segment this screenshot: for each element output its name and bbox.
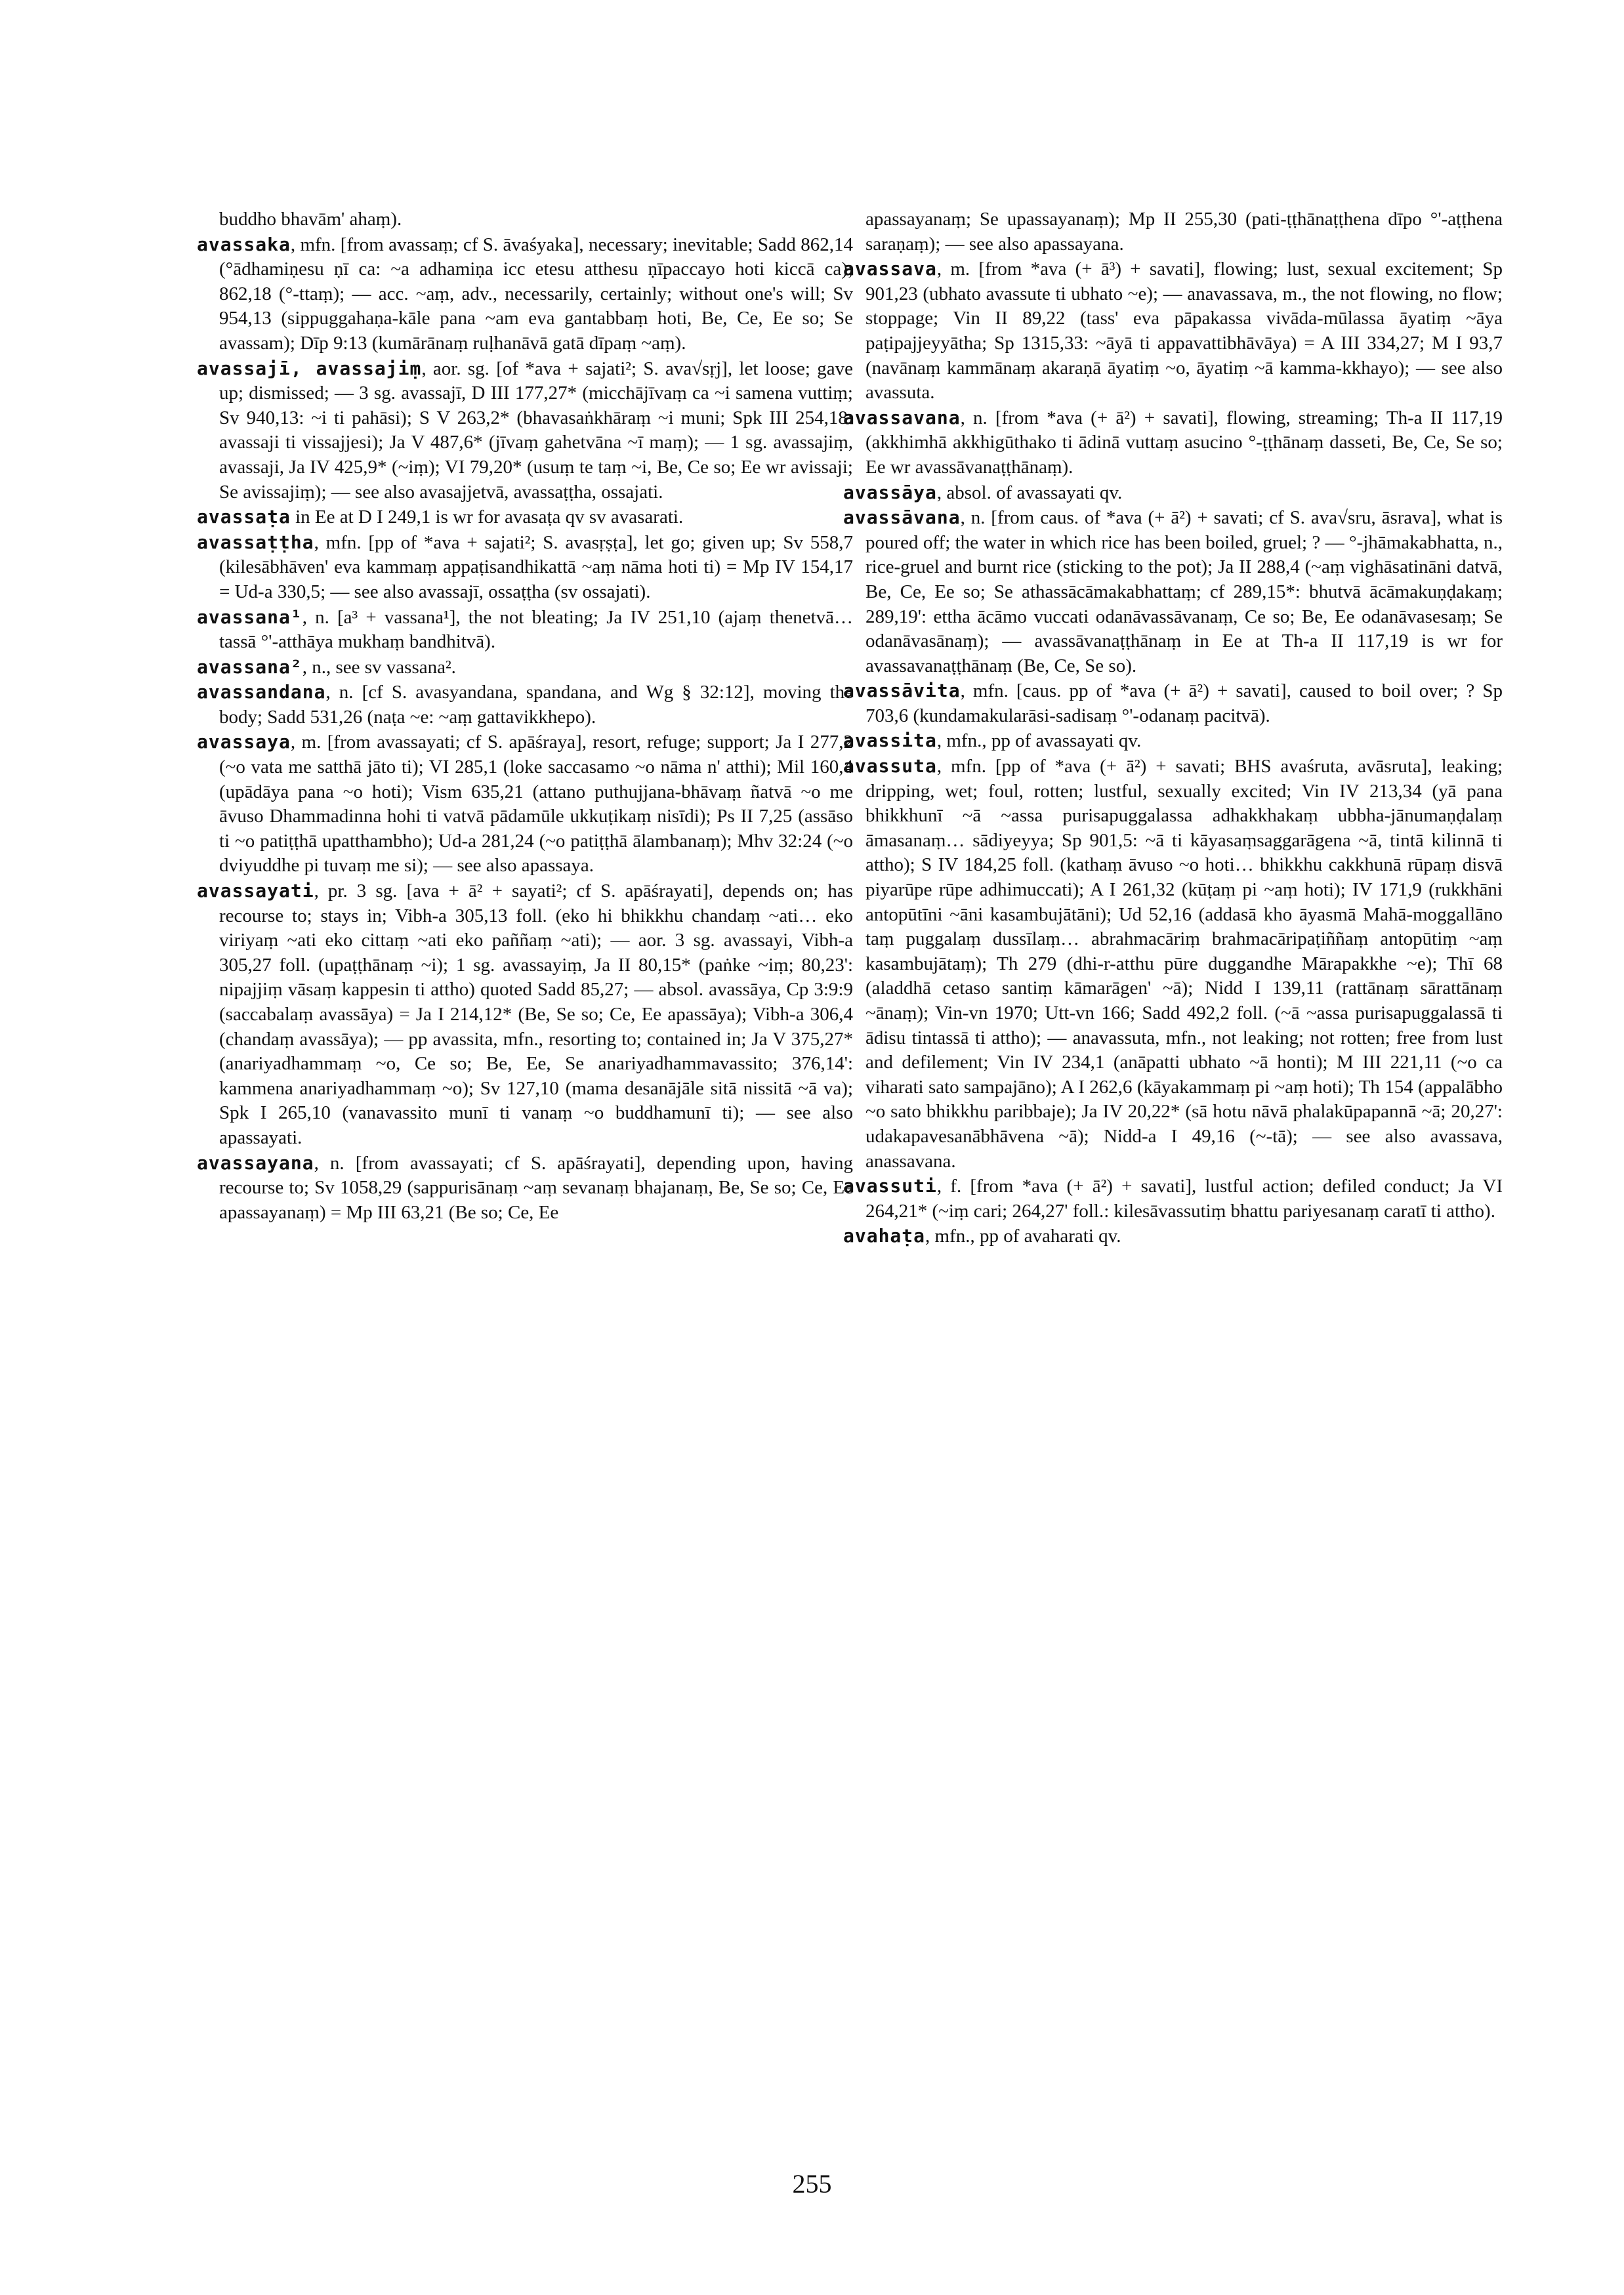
dictionary-entry: [843, 728, 1503, 754]
entry-body: in Ee at D I 249,1 is wr for avasaṭa qv sv avasarati.: [290, 507, 684, 528]
dictionary-entry: [197, 530, 853, 605]
dictionary-entry: [197, 879, 853, 1151]
dictionary-entry: [843, 207, 1503, 257]
entry-headword: avassaṭṭha: [197, 531, 314, 553]
dictionary-entry: [843, 405, 1503, 480]
entry-headword: avassana¹: [197, 606, 302, 628]
entry-body: buddho bhavām' ahaṃ).: [219, 209, 402, 230]
dictionary-entry: [197, 730, 853, 879]
entry-headword: avassaṭa: [197, 506, 291, 528]
dictionary-entry: [197, 655, 853, 680]
entry-body: , n. [a³ + vassana¹], the not bleating; Ja IV 251,10 (ajaṃ thenetvā… tassā °'-atthāya mukhaṃ bandhitvā).: [219, 606, 853, 653]
entry-headword: avassaya: [197, 731, 291, 753]
dictionary-entry: [843, 678, 1503, 728]
entry-headword: avassāvita: [843, 680, 961, 702]
entry-body: , m. [from avassayati; cf S. apāśraya], resort, refuge; support; Ja I 277,2 (~o vata me satthā jāto ti); VI 285,1 (loke saccasamo ~o nāma n' atthi); Mil 160,4 (upādāya pana ~o hoti); Vism 635,21 (attano puthujjana-bhāvaṃ ñatvā ~o me āvuso Dhammadinna hohi ti vatvā pādamūle ukkuṭikaṃ nisīdi); Ps II 7,25 (assāso ti ~o patiṭṭhā upatthambho); Ud-a 281,24 (~o patiṭṭhā ālambanaṃ); Mhv 32:24 (~o dviyuddhe pi tuvaṃ me si); — see also apassaya.: [219, 732, 853, 877]
dictionary-entry: [197, 356, 853, 505]
entry-body: , n. [from caus. of *ava (+ ā²) + savati; cf S. ava√sru, āsrava], what is poured off; the water in which rice has been boiled, gruel; ? — °-jhāmakabhatta, n., rice-gruel and burnt rice (sticking to the pot); Ja II 288,4 (~aṃ vighāsatināni datvā, Be, Ce, Ee so; Se athassācāmakabhattaṃ; cf 289,15*: bhutvā ācāmakuṇḍakaṃ; 289,19': ettha ācāmo vuccati odanāvassāvanaṃ, Ce so; Be, Ee odanāvasesaṃ; Se odanāvasānaṃ); — avassāvanaṭṭhānaṃ in Ee at Th-a II 117,19 is wr for avassavanaṭṭhānaṃ (Be, Ce, Se so).: [865, 507, 1503, 676]
entry-headword: avassita: [843, 730, 937, 752]
dictionary-entry: [843, 257, 1503, 405]
entry-body: , f. [from *ava (+ ā²) + savati], lustful action; defiled conduct; Ja VI 264,21* (~iṃ cari; 264,27' foll.: kilesāvassutiṃ bhattu pariyesanaṃ caratī ti attho).: [865, 1176, 1503, 1222]
entry-headword: avassāvana: [843, 507, 961, 529]
entry-body: , n., see sv vassana².: [302, 656, 456, 678]
entry-body: , mfn. [from avassaṃ; cf S. āvaśyaka], necessary; inevitable; Sadd 862,14 (°ādhamiṇesu ṇī ca: ~a adhamiṇa icc etesu atthesu ṇīpaccayo hoti kiccā ca); 862,18 (°-ttaṃ); — acc. ~aṃ, adv., necessarily, certainly; without one's will; Sv 954,13 (sippuggahaṇa-kāle pana ~am eva gantabbaṃ hoti, Be, Ce, Ee so; Se avassam); Dīp 9:13 (kumārānaṃ ruḷhanāvā gatā dīpaṃ ~aṃ).: [219, 234, 853, 354]
entry-body: apassayanaṃ; Se upassayanaṃ); Mp II 255,30 (pati-ṭṭhānaṭṭhena dīpo °'-aṭṭhena saraṇaṃ); — see also apassayana.: [865, 209, 1503, 255]
entry-body: , n. [from avassayati; cf S. apāśrayati], depending upon, having recourse to; Sv 1058,29 (sappurisānaṃ ~aṃ sevanaṃ bhajanaṃ, Be, Se so; Ce, Ee apassayanaṃ) = Mp III 63,21 (Be so; Ce, Ee: [219, 1152, 853, 1223]
dictionary-entry: [197, 680, 853, 730]
dictionary-entry: [197, 207, 853, 232]
dictionary-entry: [197, 605, 853, 655]
entry-headword: avassandana: [197, 681, 326, 703]
entry-body: , mfn. [caus. pp of *ava (+ ā²) + savati], caused to boil over; ? Sp 703,6 (kundamakularāsi-sadisaṃ °'-odanaṃ pacitvā).: [865, 680, 1503, 726]
dictionary-entry: [843, 505, 1503, 678]
page-number: [0, 2168, 1624, 2199]
dictionary-entry: [843, 480, 1503, 506]
entry-headword: avassayana: [197, 1151, 314, 1174]
entry-body: , aor. sg. [of *ava + sajati²; S. ava√sṛj], let loose; gave up; dismissed; — 3 sg. avassajī, D III 177,27* (micchājīvaṃ ca ~i samena vuttiṃ; Sv 940,13: ~i ti pahāsi); S V 263,2* (bhavasaṅkhāraṃ ~i muni; Spk III 254,18: avassaji ti vissajjesi); Ja V 487,6* (jīvaṃ gahetvāna ~ī maṃ); — 1 sg. avassajiṃ, avassaji, Ja IV 425,9* (~iṃ); VI 79,20* (usuṃ te taṃ ~i, Be, Ce so; Ee wr avissaji; Se avissajiṃ); — see also avasajjetvā, avassaṭṭha, ossajati.: [219, 358, 853, 503]
dictionary-entry: [197, 232, 853, 356]
right-column: [843, 207, 1503, 1249]
entry-body: , n. [from *ava (+ ā²) + savati], flowing, streaming; Th-a II 117,19 (akkhimhā akkhigūthako ti ādinā vuttaṃ asucino °-ṭṭhānaṃ dasseti, Be, Ce, Se so; Ee wr avassāvanaṭṭhānaṃ).: [865, 407, 1503, 478]
dictionary-entry: [843, 754, 1503, 1174]
entry-headword: avassana²: [197, 655, 302, 678]
entry-body: , pr. 3 sg. [ava + ā² + sayati²; cf S. apāśrayati], depends on; has recourse to; stays in; Vibh-a 305,13 foll. (eko hi bhikkhu chandaṃ ~ati… eko viriyaṃ ~ati eko cittaṃ ~ati eko paññaṃ ~ati); — aor. 3 sg. avassayi, Vibh-a 305,27 foll. (upaṭṭhānaṃ ~i); 1 sg. avassayiṃ, Ja II 80,15* (paṅke ~iṃ; 80,23': nipajjiṃ vāsaṃ kappesin ti attho) quoted Sadd 85,27; — absol. avassāya, Cp 3:9:9 (saccabalaṃ avassāya) = Ja I 214,12* (Be, Se so; Ce, Ee apassāya); Vibh-a 306,4 (chandaṃ avassāya); — pp avassita, mfn., resorting to; contained in; Ja V 375,27* (anariyadhammaṃ ~o, Ce so; Be, Ee, Se anariyadhammavassito; 376,14': kammena anariyadhammaṃ ~o); Sv 127,10 (mama desanājāle sitā nissitā ~ā va); Spk I 265,10 (vanavassito munī ti vanaṃ ~o buddhamunī ti); — see also apassayati.: [219, 880, 853, 1148]
entry-headword: avassayati: [197, 880, 314, 902]
entry-body: , m. [from *ava (+ ā³) + savati], flowing; lust, sexual excitement; Sp 901,23 (ubhato avassute ti ubhato ~e); — anavassava, m., the not flowing, no flow; stoppage; Vin II 89,22 (tass' eva pāpakassa vivāda-mūlassa āyatiṃ ~āya paṭipajjeyyātha; Sp 1315,33: ~āyā ti appavattibhāvāya) = A III 334,27; M I 93,7 (navānaṃ kammānaṃ akaraṇā āyatiṃ ~o, āyatiṃ ~ā kamma-kkhayo); — see also avassuta.: [865, 258, 1503, 403]
dictionary-entry: [197, 1151, 853, 1226]
entry-body: , mfn. [pp of *ava (+ ā²) + savati; BHS avaśruta, avāsruta], leaking; dripping, wet; foul, rotten; lustful, sexually excited; Vin IV 213,34 (yā pana bhikkhunī ~ā ~assa purisapuggalassa adhakkhakaṃ ubbha-jānumaṇḍalaṃ āmasanaṃ… sādiyeyya; Sp 901,5: ~ā ti kāyasaṃsaggarāgena ~ā, tintā kilinnā ti attho); S IV 184,25 foll. (kathaṃ āvuso ~o hoti… bhikkhu cakkhunā rūpaṃ disvā piyarūpe rūpe adhimuccati); A I 261,32 (kūṭaṃ pi ~aṃ hoti); IV 171,9 (rukkhāni antopūtīni ~āni kasambujātāni); Ud 52,16 (addasā kho āyasmā Mahā-moggallāno taṃ puggalaṃ dussīlaṃ… abrahmacāriṃ brahmacāripaṭiññaṃ antopūtiṃ ~aṃ kasambujātaṃ); Th 279 (dhi-r-atthu pūre duggandhe Mārapakkhe ~e); Thī 68 (aladdhā cetaso santiṃ kāmarāgen' ~ā); Nidd I 139,11 (rattānaṃ sārattānaṃ ~ānaṃ); Vin-vn 1970; Utt-vn 166; Sadd 492,2 foll. (~ā ~assa purisapuggalassā ti ādisu tintassā ti attho); — anavassuta, mfn., not leaking; not rotten; free from lust and defilement; Vin IV 234,1 (anāpatti ubhato ~ā honti); M III 221,11 (~o ca viharati sato sampajāno); A I 262,6 (kāyakammaṃ pi ~aṃ hoti); Th 154 (appalābho ~o sato bhikkhu paribbaje); Ja IV 20,22* (sā hotu nāvā phalakūpapannā ~ā; 20,27': udakapavesanābhāvena ~ā); Nidd-a I 49,16 (~-tā); — see also avassava, anassavana.: [865, 756, 1503, 1172]
dictionary-entry: [843, 1174, 1503, 1224]
entry-body: , mfn., pp of avassayati qv.: [936, 730, 1142, 752]
entry-headword: avassaka: [197, 233, 291, 255]
entry-body: , absol. of avassayati qv.: [936, 482, 1123, 503]
page-number-text: 255: [792, 2169, 832, 2199]
entry-body: , mfn., pp of avaharati qv.: [925, 1226, 1121, 1247]
dictionary-entry: [843, 1224, 1503, 1249]
entry-body: , n. [cf S. avasyandana, spandana, and Wg § 32:12], moving the body; Sadd 531,26 (naṭa ~e: ~aṃ gattavikkhepo).: [219, 682, 853, 728]
entry-headword: avahaṭa: [843, 1225, 926, 1247]
entry-headword: avassajī, avassajiṃ: [197, 357, 422, 379]
entry-headword: avassuta: [843, 755, 937, 777]
entry-headword: avassavana: [843, 406, 961, 428]
entry-headword: avassāya: [843, 481, 937, 503]
entry-body: , mfn. [pp of *ava + sajati²; S. avasṛṣṭa], let go; given up; Sv 558,7 (kilesābhāven' eva kammaṃ appaṭisandhikattā ~aṃ nāma hoti ti) = Mp IV 154,17 = Ud-a 330,5; — see also avassajī, ossaṭṭha (sv ossajati).: [219, 531, 853, 602]
dictionary-entry: [197, 505, 853, 530]
entry-headword: avassuti: [843, 1175, 937, 1197]
left-column: [197, 207, 853, 1225]
entry-headword: avassava: [843, 258, 937, 280]
